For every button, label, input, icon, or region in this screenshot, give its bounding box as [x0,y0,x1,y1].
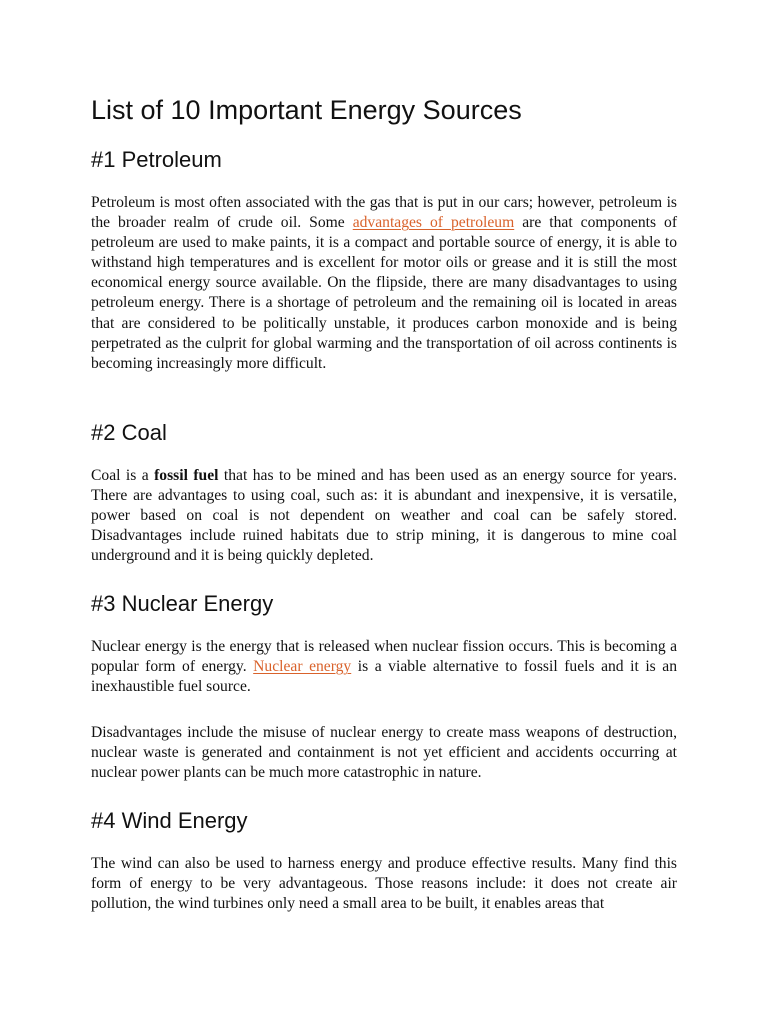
paragraph-text: that has to be mined and has been used as an energy source for years. There are advantages to using coal, such as: it is abundant and inexpensive, it is versatile, power based on coal is not dependent on weather and coal can be safely stored. Disadvantages include ruined habitats due to strip mining, it is dangerous to mine coal underground and it is being quickly depleted. [91,467,677,565]
paragraph-text: is a viable alternative to fossil fuels and it is an inexhaustible fuel source. [91,658,678,696]
fossil-fuel-term: fossil fuel [154,467,219,484]
paragraph-coal [91,466,677,566]
advantages-of-petroleum-link[interactable]: advantages of petroleum [352,214,515,232]
nuclear-energy-link[interactable]: Nuclear energy [253,658,352,676]
paragraph-text: Nuclear energy is the energy that is released when nuclear fission occurs. This is becoming a popular form of energy. [91,638,677,676]
paragraph-wind-energy: The wind can also be used to harness energy and produce effective results. Many find this form of energy to be very advantageous. Those reasons include: it does not create air pollution, the wind turbines only need a small area to be built, it enables areas that [91,855,677,913]
paragraph-petroleum [91,193,677,374]
paragraph-nuclear-energy [91,637,677,697]
section-heading-coal: #2 Coal [91,420,167,445]
paragraph-nuclear-disadvantages: Disadvantages include the misuse of nuclear energy to create mass weapons of destruction, nuclear waste is generated and containment is not yet efficient and accidents occurring at nuclear power plants can be much more catastrophic in nature. [91,724,677,782]
paragraph-text: are that components of petroleum are used to make paints, it is a compact and portable source of energy, it is able to withstand high temperatures and is excellent for motor oils or grease and it is still the most economical energy source available. On the flipside, there are many disadvantages to using petroleum energy. There is a shortage of petroleum and the remaining oil is located in areas that are considered to be politically unstable, it produces carbon monoxide and is being perpetrated as the culprit for global warming and the transportation of oil across continents is becoming increasingly more difficult. [91,214,678,372]
paragraph-text: Petroleum is most often associated with the gas that is put in our cars; however, petroleum is the broader realm of crude oil. Some [91,194,677,232]
section-heading-nuclear-energy: #3 Nuclear Energy [91,591,274,616]
section-heading-petroleum: #1 Petroleum [91,147,222,172]
paragraph-text: Coal is a [91,467,155,484]
section-heading-wind-energy: #4 Wind Energy [91,808,248,833]
page-title: List of 10 Important Energy Sources [91,95,522,125]
